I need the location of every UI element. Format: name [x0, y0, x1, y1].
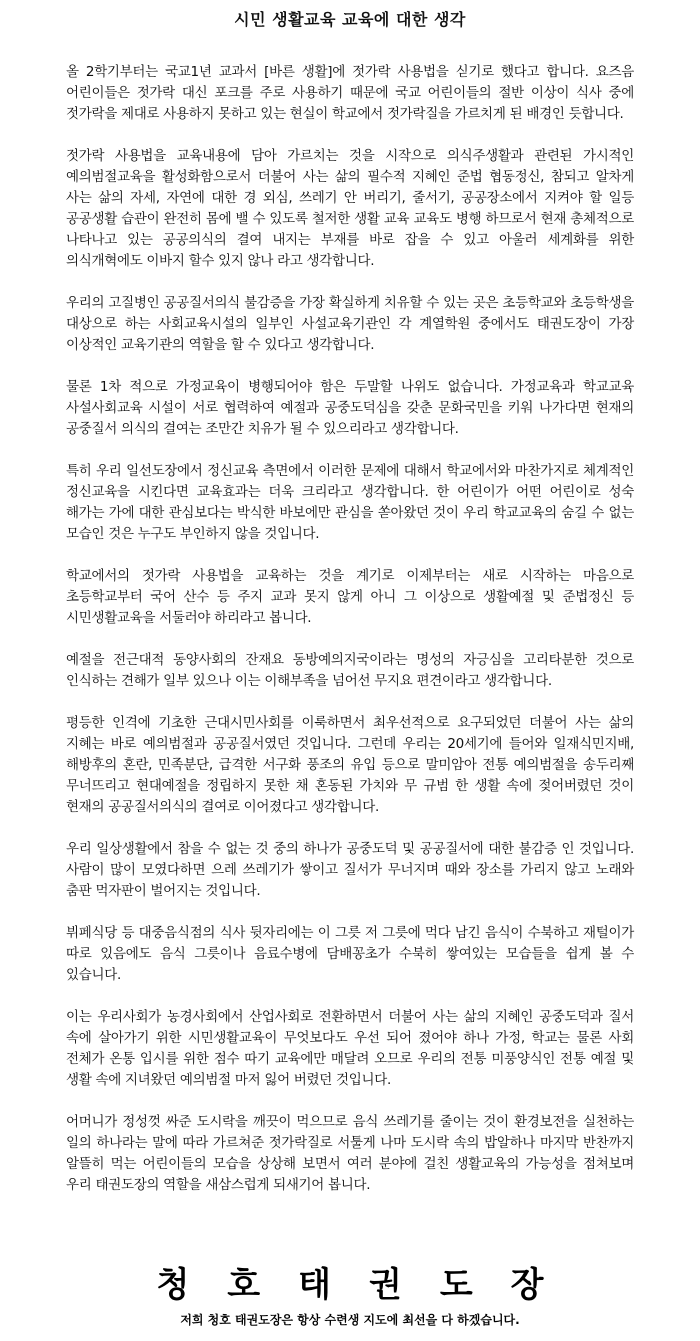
paragraph-8: 평등한 인격에 기초한 근대시민사회를 이룩하면서 최우선적으로 요구되었던 더불어 사는 삶의 지혜는 바로 예의범절과 공공질서였던 것입니다. 그런데 우리는 20세기에 들어와 일재식민지배, 해방후의 혼란, 민족분단, 급격한 서구화 풍조의 유입 등으로 말미암아 전통 예의범절을 송두리째 무너뜨리고 현대예절을 정립하지 못한 채 혼동된 가치와 무 규범 한 생활 속에 젖어버렸던 것이 현재의 공공질서의식의 결여로 이어졌다고 생각합니다.: [66, 715, 634, 815]
footer: [0, 1262, 700, 1328]
paragraph-2: 젓가락 사용법을 교육내용에 담아 가르치는 것을 시작으로 의식주생활과 관련된 가시적인 예의범절교육을 활성화함으로서 더불어 사는 삶의 필수적 지혜인 준법 협동정신, 참되고 알차게 사는 삶의 자세, 자연에 대한 경 외심, 쓰레기 안 버리기, 줄서기, 공공장소에서 지켜야 할 일등 공공생활 습관이 완전히 몸에 밸 수 있도록 철저한 생활 교육 교육도 병행 하므로서 현재 총체적으로 나타나고 있는 공공의식의 결여 내지는 부재를 바로 잡을 수 있고 아울러 세계화를 위한 의식개혁에도 이바지 할수 있지 않나 라고 생각합니다.: [66, 148, 634, 269]
paragraph-12: 어머니가 정성껏 싸준 도시락을 깨끗이 먹으므로 음식 쓰레기를 줄이는 것이 환경보전을 실천하는 일의 하나라는 말에 따라 가르쳐준 젓가락질로 서툴게 나마 도시락 속의 밥알하나 마지막 반찬까지 알뜰히 먹는 어린이들의 모습을 상상해 보면서 여러 분야에 걸친 생활교육의 가능성을 점쳐보며 우리 태권도장의 역할을 새삼스럽게 되새기어 봅니다.: [66, 1114, 634, 1193]
paragraph-11: 이는 우리사회가 농경사회에서 산업사회로 전환하면서 더불어 사는 삶의 지혜인 공중도덕과 질서 속에 살아가기 위한 시민생활교육이 무엇보다도 우선 되어 졌어야 하나 가정, 학교는 물론 사회 전체가 온통 입시를 위한 점수 따기 교육에만 매달려 오므로 우리의 전통 미풍양식인 전통 예절 및 생활 속에 지녀왔던 예의범절 마저 잃어 버렸던 것입니다.: [66, 1009, 634, 1088]
document-body: [66, 62, 634, 1196]
dojang-slogan: 저희 청호 태권도장은 항상 수련생 지도에 최선을 다 하겠습니다.: [180, 1313, 520, 1327]
paragraph-5: 특히 우리 일선도장에서 정신교육 측면에서 이러한 문제에 대해서 학교에서와 마찬가지로 체계적인 정신교육을 시킨다면 교육효과는 더욱 크리라고 생각합니다. 한 어린이가 어떤 어린이로 성숙 해가는 가에 대한 관심보다는 박식한 바보에만 관심을 쏟아왔던 것이 우리 학교교육의 숨길 수 없는 모습인 것은 누구도 부인하지 않을 것입니다.: [66, 463, 634, 542]
paragraph-3: 우리의 고질병인 공공질서의식 불감증을 가장 확실하게 치유할 수 있는 곳은 초등학교와 초등학생을 대상으로 하는 사회교육시설의 일부인 사설교육기관인 각 계열학원 중에서도 태권도장이 가장 이상적인 교육기관의 역할을 할 수 있다고 생각합니다.: [66, 295, 634, 353]
document-title: 시민 생활교육 교육에 대한 생각: [234, 10, 466, 29]
paragraph-6: 학교에서의 젓가락 사용법을 교육하는 것을 계기로 이제부터는 새로 시작하는 마음으로 초등학교부터 국어 산수 등 주지 교과 못지 않게 아니 그 이상으로 생활예절 및 준법정신 등 시민생활교육을 서둘러야 하리라고 봅니다.: [66, 568, 634, 626]
paragraph-7: 예절을 전근대적 동양사회의 잔재요 동방예의지국이라는 명성의 자긍심을 고리타분한 것으로 인식하는 견해가 일부 있으나 이는 이해부족을 넘어선 무지요 편견이라고 생각합니다.: [66, 652, 634, 689]
dojang-brand-name: 청호태권도장: [156, 1265, 582, 1305]
paragraph-10: 뷔페식당 등 대중음식점의 식사 뒷자리에는 이 그릇 저 그릇에 먹다 남긴 음식이 수북하고 재털이가 따로 있음에도 음식 그릇이나 음료수병에 담배꽁초가 수북히 쌓여있는 모습들을 쉽게 볼 수 있습니다.: [66, 925, 634, 983]
paragraph-1: 올 2학기부터는 국교1년 교과서 [바른 생활]에 젓가락 사용법을 싣기로 했다고 합니다. 요즈음 어린이들은 젓가락 대신 포크를 주로 사용하기 때문에 국교 어린이들의 절반 이상이 식사 중에 젓가락을 제대로 사용하지 못하고 있는 현실이 학교에서 젓가락질을 가르치게 된 배경인 듯합니다.: [66, 64, 634, 122]
paragraph-9: 우리 일상생활에서 참을 수 없는 것 중의 하나가 공중도덕 및 공공질서에 대한 불감증 인 것입니다. 사람이 많이 모였다하면 으레 쓰레기가 쌓이고 질서가 무너지며 때와 장소를 가리지 않고 노래와 춤판 먹자판이 벌어지는 것입니다.: [66, 841, 634, 899]
paragraph-4: 물론 1차 적으로 가정교육이 병행되어야 함은 두말할 나위도 없습니다. 가정교육과 학교교육 사설사회교육 시설이 서로 협력하여 예절과 공중도덕심을 갖춘 문화국민을 키워 나가다면 현재의 공중질서 의식의 결여는 조만간 치유가 될 수 있으리라고 생각합니다.: [66, 379, 634, 437]
